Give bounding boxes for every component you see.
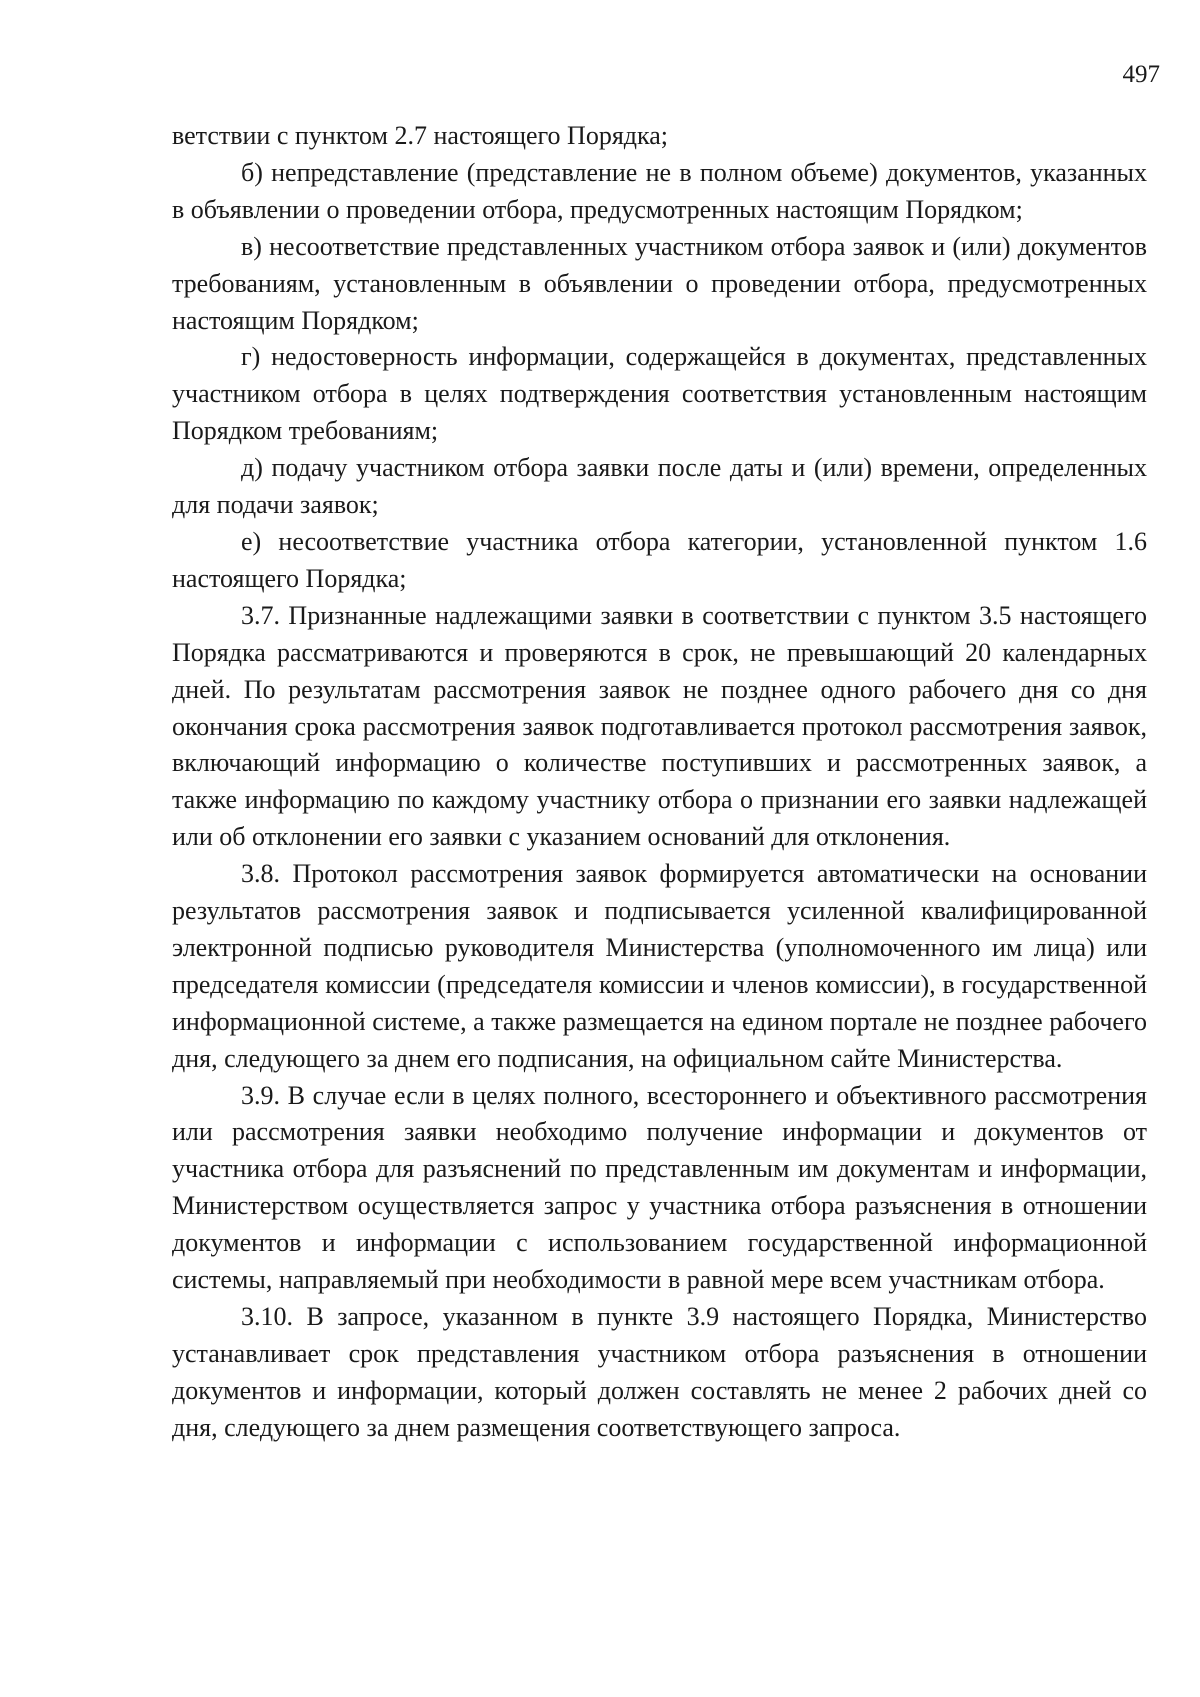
paragraph-continuation: ветствии с пунктом 2.7 настоящего Порядка; bbox=[172, 121, 669, 150]
paragraph-3-7: 3.7. Признанные надлежащими заявки в соответствии с пунктом 3.5 настоящего Порядка рассматриваются и проверяются в срок, не превышающий 20 календарных дней. По результатам рассмотрения заявок не позднее одного рабочего дня со дня окончания срока рассмотрения заявок подготавливается протокол рассмотрения заявок, включающий информацию о количестве поступивших и рассмотренных заявок, а также информацию по каждому участнику отбора о признании его заявки надлежащей или об отклонении его заявки с указанием оснований для отклонения. bbox=[172, 600, 1147, 852]
paragraph-3-8: 3.8. Протокол рассмотрения заявок формируется автоматически на основании результатов рассмотрения заявок и подписывается усиленной квалифицированной электронной подписью руководителя Министерства (уполномоченного им лица) или председателя комиссии (председателя комиссии и членов комиссии), в государственной информационной системе, а также размещается на едином портале не позднее рабочего дня, следующего за днем его подписания, на официальном сайте Министерства. bbox=[172, 859, 1147, 1073]
paragraph-item-d: д) подачу участником отбора заявки после даты и (или) времени, определенных для подачи заявок; bbox=[172, 453, 1147, 520]
paragraph-item-b: б) непредставление (представление не в полном объеме) документов, указанных в объявлении о проведении отбора, предусмотренных настоящим Порядком; bbox=[172, 157, 1147, 224]
page-number: 497 bbox=[1122, 61, 1160, 88]
paragraph-item-e: е) несоответствие участника отбора категории, установленной пунктом 1.6 настоящего Порядка; bbox=[172, 526, 1147, 593]
paragraph-3-10: 3.10. В запросе, указанном в пункте 3.9 настоящего Порядка, Министерство устанавливает срок представления участником отбора разъяснения в отношении документов и информации, который должен составлять не менее 2 рабочих дней со дня, следующего за днем размещения соответствующего запроса. bbox=[172, 1302, 1147, 1442]
paragraph-item-g: г) недостоверность информации, содержащейся в документах, представленных участником отбора в целях подтверждения соответствия установленным настоящим Порядком требованиям; bbox=[172, 342, 1147, 446]
document-body bbox=[172, 118, 1147, 1447]
paragraph-item-v: в) несоответствие представленных участником отбора заявок и (или) документов требованиям, установленным в объявлении о проведении отбора, предусмотренных настоящим Порядком; bbox=[172, 231, 1147, 335]
paragraph-3-9: 3.9. В случае если в целях полного, всестороннего и объективного рассмотрения или рассмотрения заявки необходимо получение информации и документов от участника отбора для разъяснений по представленным им документам и информации, Министерством осуществляется запрос у участника отбора разъяснения в отношении документов и информации с использованием государственной информационной системы, направляемый при необходимости в равной мере всем участникам отбора. bbox=[172, 1080, 1147, 1295]
